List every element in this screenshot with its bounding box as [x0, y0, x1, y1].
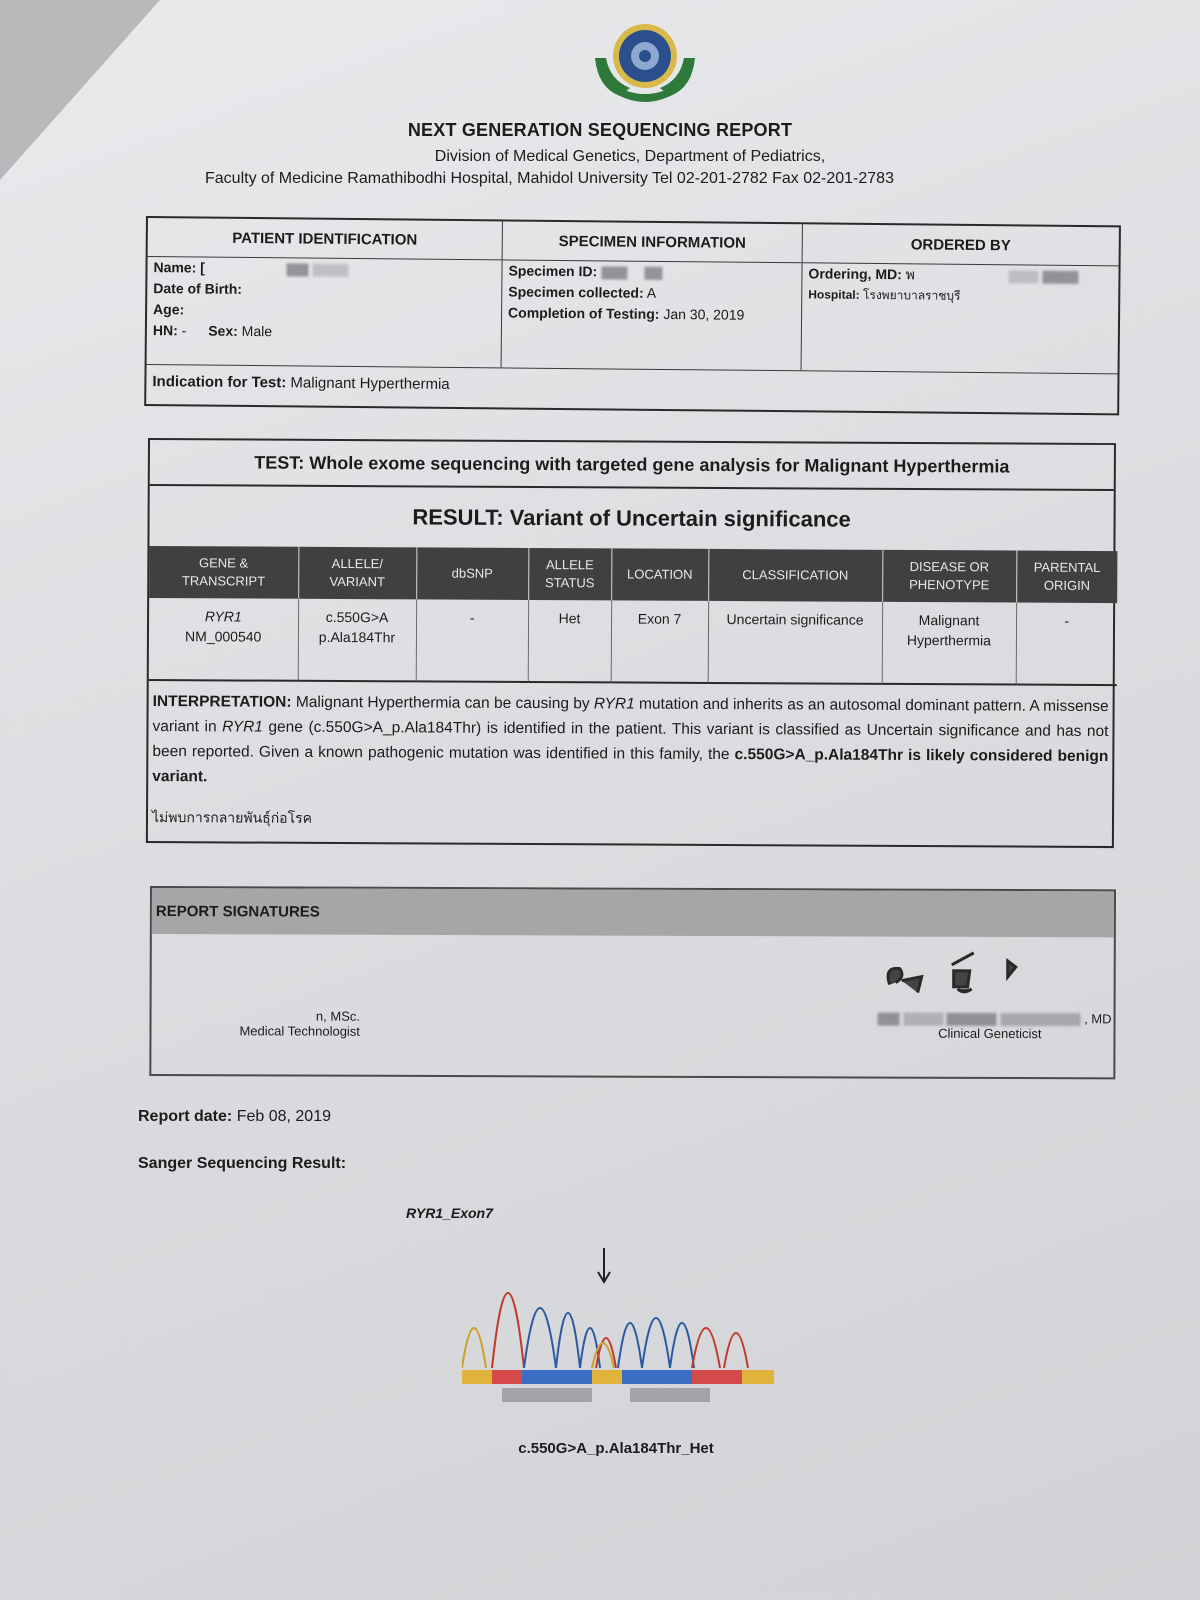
status-cell: Het	[528, 600, 611, 682]
dbsnp-cell: -	[416, 599, 528, 682]
handwritten-signature	[882, 947, 1022, 997]
trace-peak	[642, 1318, 670, 1368]
technologist-signature	[239, 1008, 360, 1038]
column-header: dbSNP	[416, 547, 528, 600]
signatures-heading: REPORT SIGNATURES	[152, 888, 1114, 937]
division-line: Division of Medical Genetics, Department of Pediatrics,	[434, 148, 826, 165]
hospital-row	[802, 284, 1118, 308]
redaction-blur	[601, 266, 627, 279]
base-bar	[592, 1370, 622, 1384]
sanger-heading: Sanger Sequencing Result:	[138, 1155, 347, 1172]
hn-value: -	[181, 322, 187, 339]
ordered-by	[802, 224, 1119, 373]
signatures-box	[149, 886, 1116, 1079]
column-header: ALLELE STATUS	[528, 548, 611, 600]
hospital-seal-icon	[590, 18, 700, 104]
report-date-label: Report date:	[138, 1108, 233, 1125]
indication-label: Indication for Test:	[152, 373, 287, 392]
hn-sex-row	[147, 320, 501, 344]
column-header: ALLELE/ VARIANT	[298, 547, 416, 600]
redaction-blur	[903, 1013, 943, 1026]
test-line: TEST: Whole exome sequencing with targeted gene analysis for Malignant Hyperthermia	[150, 440, 1114, 491]
column-header: PARENTAL ORIGIN	[1016, 551, 1117, 604]
variant-cell: c.550G>A p.Ala184Thr	[298, 599, 416, 682]
gene-cell: RYR1 NM_000540	[149, 598, 298, 681]
trace-peak	[492, 1293, 524, 1368]
column-header: CLASSIFICATION	[708, 549, 882, 602]
dob-row	[147, 278, 501, 302]
interpretation-text: INTERPRETATION: Malignant Hyperthermia can be causing by RYR1 mutation and inherits as an autosomal dominant pattern. A missense variant in RYR1 gene (c.550G>A_p.Ala184Thr) is identified in the patient. This variant is classified as Uncertain significance and has not been reported. Given a known pathogenic mutation was identified in this family, the c.550G>A_p.Ala184Thr is likely considered benign variant.	[152, 693, 1109, 786]
ordering-md-label: Ordering, MD:	[808, 265, 902, 283]
base-bar	[622, 1370, 692, 1384]
test-result-box	[146, 438, 1116, 848]
ordering-md-value: พ	[905, 266, 916, 283]
trace-peak	[556, 1313, 580, 1368]
sanger-chromatogram	[462, 1228, 774, 1413]
hospital-value: โรงพยาบาลราชบุรี	[862, 287, 961, 303]
collected-value: A	[646, 284, 657, 301]
patient-identification	[147, 218, 503, 367]
report-title: NEXT GENERATION SEQUENCING REPORT	[407, 120, 793, 140]
result-line: RESULT: Variant of Uncertain significance	[412, 504, 851, 532]
variant-table	[149, 546, 1118, 686]
base-bar	[742, 1370, 774, 1384]
dob-label: Date of Birth:	[153, 280, 243, 297]
indication-value: Malignant Hyperthermia	[290, 374, 450, 393]
technologist-name: n, MSc.	[315, 1008, 361, 1024]
redaction-blur	[630, 1388, 710, 1402]
trace-peak	[524, 1308, 556, 1368]
name-value: [	[200, 259, 205, 276]
column-header: LOCATION	[611, 548, 708, 601]
trace-label: RYR1_Exon7	[406, 1205, 493, 1221]
report-date-value: Feb 08, 2019	[236, 1108, 331, 1125]
patient-identification-heading: PATIENT IDENTIFICATION	[148, 218, 502, 260]
classification-cell: Uncertain significance	[708, 601, 882, 684]
name-label: Name:	[153, 259, 197, 276]
column-header: GENE & TRANSCRIPT	[149, 546, 298, 599]
indication-row	[146, 364, 1117, 413]
location-cell: Exon 7	[611, 600, 708, 683]
trace-peak	[724, 1333, 748, 1368]
redaction-blur	[502, 1388, 592, 1402]
redaction-blur	[1043, 270, 1079, 283]
institution-line: Faculty of Medicine Ramathibodhi Hospital, Mahidol University Tel 02-201-2782 Fax 02-201-2783	[205, 170, 894, 187]
geneticist-title: Clinical Geneticist	[938, 1025, 1042, 1042]
specimen-information	[502, 221, 803, 370]
ordered-by-heading: ORDERED BY	[803, 224, 1119, 266]
base-bar	[492, 1370, 522, 1384]
thai-note: ไม่พบการกลายพันธุ์ก่อโรค	[151, 809, 313, 826]
trace-peak	[670, 1323, 694, 1368]
redaction-blur	[1009, 270, 1039, 283]
variant-table-header	[149, 546, 1117, 603]
hospital-label: Hospital:	[808, 287, 860, 302]
redaction-blur	[645, 267, 663, 280]
completion-row	[502, 302, 801, 326]
redaction-blur	[1000, 1013, 1080, 1026]
redaction-blur	[947, 1013, 997, 1026]
completion-value: Jan 30, 2019	[663, 305, 745, 323]
specimen-collected-row	[502, 281, 801, 305]
variant-label: c.550G>A_p.Ala184Thr_Het	[518, 1440, 714, 1457]
ordering-md-row	[802, 263, 1118, 287]
trace-peak	[692, 1328, 720, 1368]
column-header: DISEASE OR PHENOTYPE	[882, 550, 1016, 603]
patient-info-box	[144, 216, 1121, 415]
specimen-heading: SPECIMEN INFORMATION	[503, 221, 802, 263]
sex-label: Sex:	[208, 322, 238, 339]
specimen-id-label: Specimen ID:	[508, 262, 598, 280]
report-date	[138, 1108, 331, 1126]
technologist-title: Medical Technologist	[239, 1023, 360, 1039]
redaction-blur	[287, 263, 309, 276]
geneticist-signature	[831, 1010, 1111, 1041]
disease-cell: Malignant Hyperthermia	[882, 602, 1016, 685]
completion-label: Completion of Testing:	[508, 304, 660, 322]
variant-arrow-icon	[598, 1248, 610, 1282]
trace-peak	[618, 1323, 642, 1368]
geneticist-name-row	[832, 1010, 1112, 1026]
redaction-blur	[878, 1013, 900, 1026]
age-label: Age:	[153, 301, 185, 318]
sex-value: Male	[241, 322, 273, 340]
specimen-id-row	[502, 260, 801, 284]
collected-label: Specimen collected:	[508, 283, 644, 301]
redaction-blur	[313, 263, 349, 276]
geneticist-name: , MD	[1084, 1011, 1112, 1027]
base-bar	[522, 1370, 592, 1384]
base-bar	[462, 1370, 492, 1384]
origin-cell: -	[1016, 603, 1117, 686]
table-row	[149, 598, 1117, 685]
trace-peak	[462, 1328, 486, 1368]
base-bar	[692, 1370, 742, 1384]
interpretation-label: INTERPRETATION:	[152, 693, 292, 711]
hn-label: HN:	[152, 322, 178, 339]
